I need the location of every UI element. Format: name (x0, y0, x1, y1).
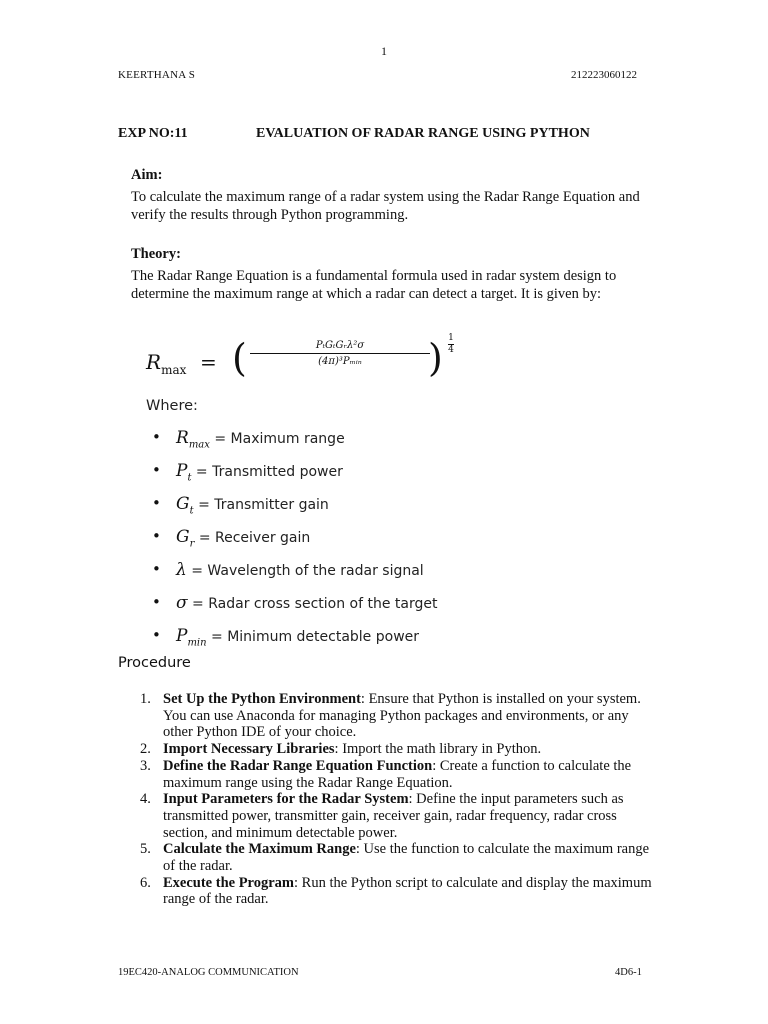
symbol-definition (146, 461, 437, 494)
equation-lhs: $R_{max}$ (146, 350, 187, 377)
procedure-step (136, 741, 656, 758)
procedure-step (136, 691, 656, 741)
register-number: 212223060122 (571, 69, 637, 81)
footer-course: 19EC420-ANALOG COMMUNICATION (118, 967, 299, 978)
equation-denominator: (4π)³Pₘᵢₙ (318, 356, 362, 367)
symbol-description: = Wavelength of the radar signal (186, 563, 424, 579)
step-title: Import Necessary Libraries (163, 741, 335, 758)
aim-text: To calculate the maximum range of a radar system using the Radar Range Equation and verify the results through Python programming. (131, 189, 640, 223)
step-text: : Define the input parameters such as transmitted power, transmitter gain, receiver gain, radar frequency, radar cross section, and minimum detectable power. (163, 791, 624, 841)
footer-code: 4D6-1 (615, 967, 642, 978)
symbol-description: = Maximum range (209, 431, 345, 447)
symbol: $G_r$ (176, 527, 195, 550)
student-name: KEERTHANA S (118, 69, 196, 81)
theory-heading: Theory: (131, 246, 181, 262)
where-label: Where: (146, 398, 198, 414)
step-title: Calculate the Maximum Range (163, 841, 356, 858)
procedure-step (136, 875, 656, 908)
symbol-definition (146, 593, 437, 626)
equation-exponent: 1 4 (448, 333, 454, 355)
experiment-title: EVALUATION OF RADAR RANGE USING PYTHON (256, 126, 590, 141)
symbol: $G_t$ (176, 494, 194, 517)
step-number: 4. (140, 791, 151, 808)
symbol-definition (146, 494, 437, 527)
equation-paren-right: ) (428, 336, 443, 380)
step-number: 1. (140, 691, 151, 707)
step-text: : Use the function to calculate the maximum range of the radar. (163, 841, 650, 875)
equation-fraction (250, 340, 430, 367)
step-title: Set Up the Python Environment (163, 691, 361, 707)
symbol-definition (146, 527, 437, 560)
symbol-definition (146, 560, 437, 593)
step-number: 3. (140, 757, 151, 774)
symbol-definition (146, 428, 437, 461)
step-title: Execute the Program (163, 874, 294, 891)
procedure-heading: Procedure (118, 655, 191, 671)
page-number: 1 (381, 44, 387, 58)
experiment-number: EXP NO:11 (118, 126, 188, 141)
symbol-description: = Transmitted power (191, 464, 343, 480)
step-text: : Create a function to calculate the maximum range using the Radar Range Equation. (163, 757, 632, 791)
symbol-description: = Receiver gain (194, 530, 311, 546)
procedure-step (136, 841, 656, 874)
symbol-description: = Minimum detectable power (206, 629, 420, 645)
procedure-steps (136, 691, 656, 908)
theory-text: The Radar Range Equation is a fundamental formula used in radar system design to determine the maximum range at which a radar can detect a target. It is given by: (131, 268, 617, 302)
procedure-step (136, 791, 656, 841)
symbol-description: = Radar cross section of the target (187, 596, 438, 612)
step-title: Input Parameters for the Radar System (163, 791, 409, 808)
equation-equals: = (200, 350, 217, 374)
step-number: 6. (140, 874, 151, 891)
step-text: : Run the Python script to calculate and display the maximum range of the radar. (163, 874, 652, 908)
procedure-step (136, 758, 656, 791)
equation-paren-left: ( (232, 336, 247, 380)
symbol: λ (176, 560, 187, 580)
symbol: $R_{max}$ (176, 428, 210, 451)
step-number: 5. (140, 841, 151, 858)
step-text: : Ensure that Python is installed on your system. You can use Anaconda for managing Python packages and environments, or any other Python IDE of your choice. (163, 691, 641, 741)
aim-heading: Aim: (131, 167, 163, 183)
symbol-definition-list (146, 428, 437, 659)
equation-numerator: PₜGₜGᵣλ²σ (250, 340, 430, 354)
symbol: $P_t$ (176, 461, 192, 484)
step-title: Define the Radar Range Equation Function (163, 757, 433, 774)
symbol: $P_{min}$ (176, 626, 207, 649)
symbol: σ (176, 593, 188, 613)
step-number: 2. (140, 741, 151, 758)
step-text: : Import the math library in Python. (334, 741, 542, 758)
symbol-description: = Transmitter gain (193, 497, 329, 513)
